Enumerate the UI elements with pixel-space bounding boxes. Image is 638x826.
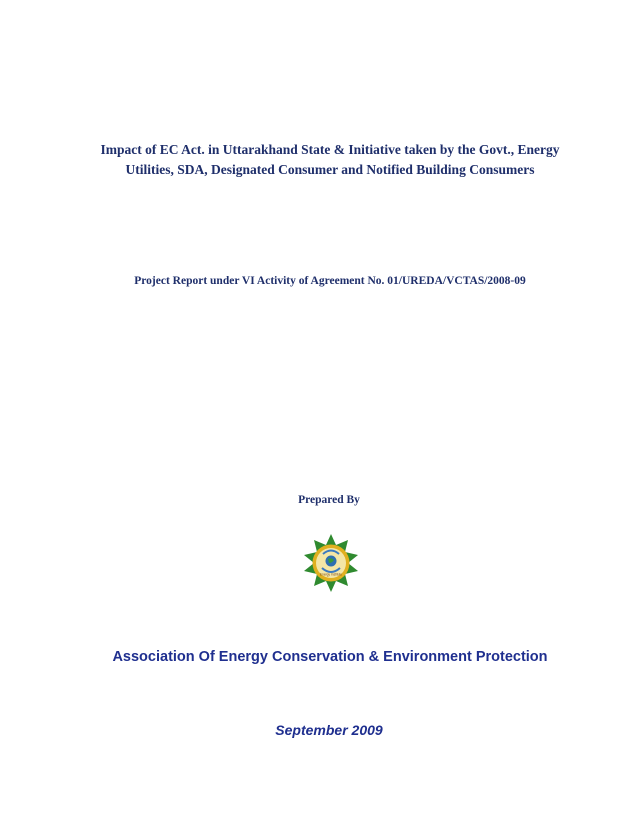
report-title: [70, 140, 590, 180]
organization-logo: [301, 533, 361, 593]
organization-name: Association Of Energy Conservation & Environment Protection: [112, 649, 548, 665]
report-date: September 2009: [275, 722, 383, 738]
prepared-by-label: Prepared By: [298, 494, 360, 506]
report-title-line-1: Impact of EC Act. in Uttarakhand State & Initiative taken by the Govt., Energy: [100, 142, 560, 157]
logo-caption: Energy Institute: [319, 572, 343, 577]
report-title-line-2: Utilities, SDA, Designated Consumer and Notified Building Consumers: [125, 162, 535, 177]
report-subtitle: Project Report under VI Activity of Agreement No. 01/UREDA/VCTAS/2008-09: [134, 275, 526, 287]
